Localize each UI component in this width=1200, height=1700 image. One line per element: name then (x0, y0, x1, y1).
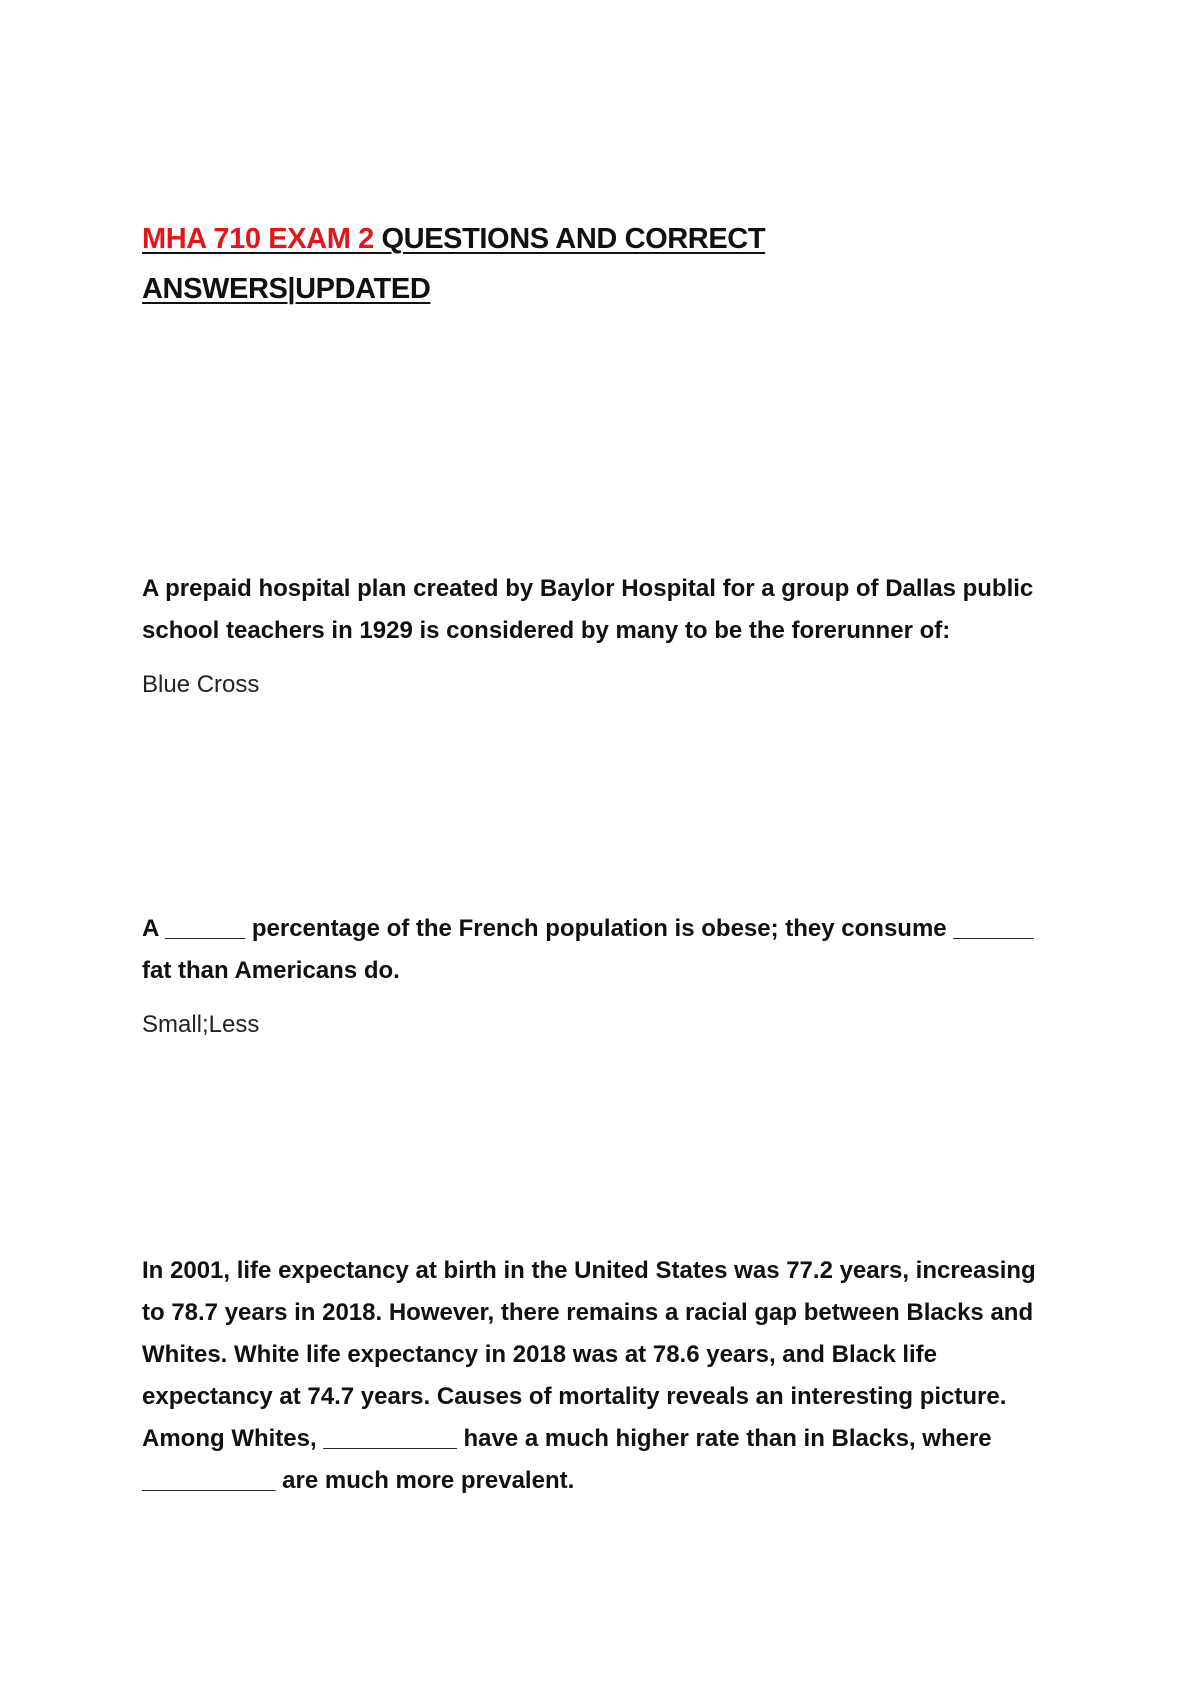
document-title (142, 214, 862, 314)
answer-text: Small;Less (142, 1011, 260, 1038)
question-text: A prepaid hospital plan created by Baylor Hospital for a group of Dallas public school teachers in 1929 is considered by many to be the forerunner of: (142, 575, 1034, 644)
question-block (142, 1250, 1042, 1502)
question-text: A ______ percentage of the French population is obese; they consume ______ fat than Americans do. (142, 915, 1034, 984)
question-block (142, 568, 1042, 702)
answer-text: Blue Cross (142, 671, 260, 698)
question-text: In 2001, life expectancy at birth in the United States was 77.2 years, increasing to 78.7 years in 2018. However, there remains a racial gap between Blacks and Whites. White life expectancy in 2018 was at 78.6 years, and Black life expectancy at 74.7 years. Causes of mortality reveals an interesting picture. Among Whites, __________ have a much higher rate than in Blacks, where __________ are much more prevalent. (142, 1257, 1036, 1494)
title-description: QUESTIONS AND CORRECT ANSWERS|UPDATED (142, 223, 766, 305)
question-block (142, 908, 1042, 1042)
title-course-code: MHA 710 EXAM 2 (142, 223, 374, 255)
